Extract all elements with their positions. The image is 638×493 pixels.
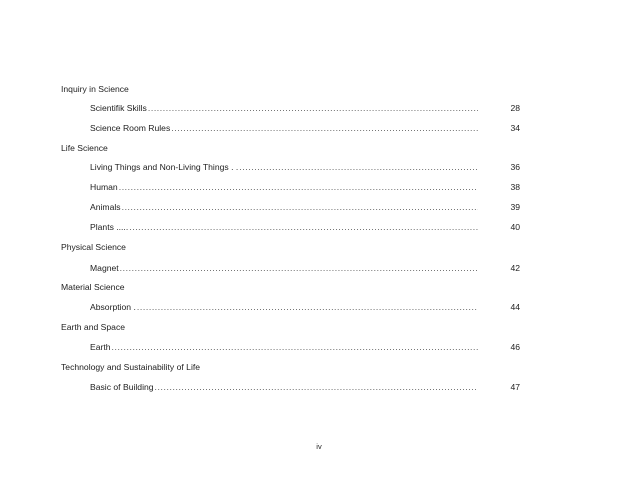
toc-entry-page: 44 bbox=[510, 302, 520, 312]
section-heading: Inquiry in Science bbox=[61, 84, 129, 94]
dot-leader bbox=[112, 340, 478, 354]
dot-leader bbox=[155, 380, 478, 394]
toc-entry-page: 42 bbox=[510, 263, 520, 273]
toc-entry-label: Living Things and Non-Living Things . . bbox=[90, 162, 239, 172]
toc-entry-label: Human bbox=[90, 182, 118, 192]
toc-entry-label: Basic of Building bbox=[90, 382, 154, 392]
toc-entry-page: 40 bbox=[510, 222, 520, 232]
toc-entry-label: Science Room Rules bbox=[90, 123, 171, 133]
toc-entry-page: 39 bbox=[510, 202, 520, 212]
toc-entry[interactable] bbox=[90, 101, 520, 115]
dot-leader bbox=[239, 160, 478, 174]
toc-entry-label: Plants ..... bbox=[90, 222, 129, 232]
toc-entry-label: Animals bbox=[90, 202, 121, 212]
toc-entry[interactable] bbox=[90, 340, 520, 354]
page-number: iv bbox=[316, 442, 322, 451]
section-heading: Earth and Space bbox=[61, 322, 126, 332]
dot-leader bbox=[171, 121, 478, 135]
toc-entry[interactable] bbox=[90, 200, 520, 214]
toc-entry-label: Earth bbox=[90, 342, 111, 352]
toc-entry-page: 38 bbox=[510, 182, 520, 192]
toc-entry-label: Magnet bbox=[90, 263, 119, 273]
dot-leader bbox=[122, 200, 478, 214]
toc-entry[interactable] bbox=[90, 160, 520, 174]
toc-entry[interactable] bbox=[90, 261, 520, 275]
toc-entry[interactable] bbox=[90, 300, 520, 314]
toc-entry-page: 46 bbox=[510, 342, 520, 352]
section-heading: Material Science bbox=[61, 282, 125, 292]
toc-entry-label: Absorption . bbox=[90, 302, 136, 312]
dot-leader bbox=[119, 180, 478, 194]
dot-leader bbox=[120, 261, 478, 275]
toc-entry[interactable] bbox=[90, 180, 520, 194]
toc-entry-page: 28 bbox=[510, 103, 520, 113]
toc-entry[interactable] bbox=[90, 380, 520, 394]
dot-leader bbox=[148, 101, 478, 115]
toc-entry-page: 34 bbox=[510, 123, 520, 133]
section-heading: Life Science bbox=[61, 143, 108, 153]
toc-entry-label: Scientifik Skills bbox=[90, 103, 147, 113]
toc-entry-page: 47 bbox=[510, 382, 520, 392]
section-heading: Physical Science bbox=[61, 242, 126, 252]
toc-entry[interactable] bbox=[90, 220, 520, 234]
toc-entry[interactable] bbox=[90, 121, 520, 135]
dot-leader bbox=[137, 300, 478, 314]
section-heading: Technology and Sustainability of Life bbox=[61, 362, 201, 372]
toc-entry-page: 36 bbox=[510, 162, 520, 172]
dot-leader bbox=[129, 220, 478, 234]
